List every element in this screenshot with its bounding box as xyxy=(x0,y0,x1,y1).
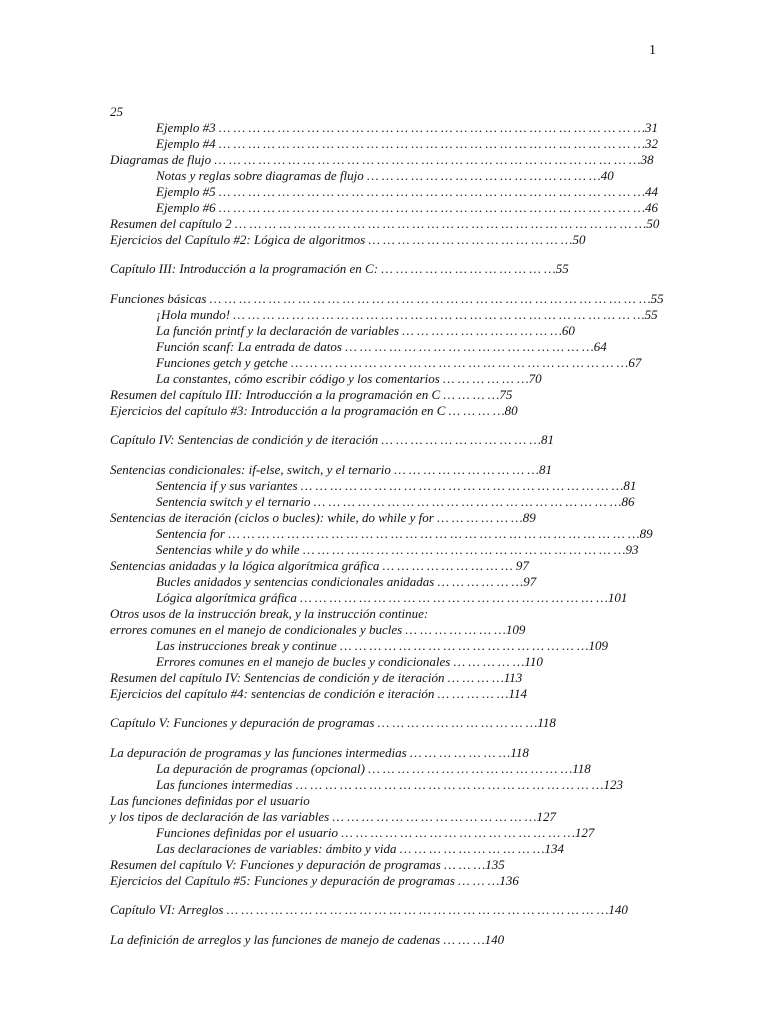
page-number: 1 xyxy=(649,43,656,58)
toc-entry: Sentencias anidadas y la lógica algorítmica gráfica … … … … … … … … … 97 xyxy=(110,558,529,573)
toc-entry: Ejemplo #3 … … … … … … … … … … … … … … … … … … … … … … … … … … … … …31 xyxy=(156,120,659,135)
toc-entry: Sentencias condicionales: if-else, switch, y el ternario … … … … … … … … … …81 xyxy=(110,462,552,477)
toc-entry: Resumen del capítulo III: Introducción a la programación en C … … … …75 xyxy=(110,387,513,402)
toc-entry: Las instrucciones break y continue … … … … … … … … … … … … … … … … …109 xyxy=(156,638,609,653)
toc-entry: Sentencia if y sus variantes … … … … … … … … … … … … … … … … … … … … … …81 xyxy=(156,478,637,493)
toc-entry: errores comunes en el manejo de condicionales y bucles … … … … … … …109 xyxy=(110,622,526,637)
toc-entry: Capítulo VI: Arreglos … … … … … … … … … … … … … … … … … … … … … … … … … …140 xyxy=(110,902,628,917)
toc-entry: Capítulo V: Funciones y depuración de programas … … … … … … … … … … …118 xyxy=(110,715,556,730)
toc-entry: Bucles anidados y sentencias condicionales anidadas … … … … … …97 xyxy=(156,574,537,589)
toc-entry: Resumen del capítulo 2 … … … … … … … … … … … … … … … … … … … … … … … … … … … …50 xyxy=(110,216,660,231)
toc-entry: Ejemplo #6 … … … … … … … … … … … … … … … … … … … … … … … … … … … … …46 xyxy=(156,200,659,215)
toc-entry: Notas y reglas sobre diagramas de flujo … … … … … … … … … … … … … … … …40 xyxy=(156,168,614,183)
toc-entry: Función scanf: La entrada de datos … … … … … … … … … … … … … … … … …64 xyxy=(156,339,607,354)
toc-entry: Las funciones intermedias … … … … … … … … … … … … … … … … … … … … …123 xyxy=(156,777,623,792)
toc-entry: Sentencia switch y el ternario … … … … … … … … … … … … … … … … … … … … …86 xyxy=(156,494,635,509)
toc-entry: La depuración de programas (opcional) … … … … … … … … … … … … … …118 xyxy=(156,761,591,776)
toc-entry: La definición de arreglos y las funciones de manejo de cadenas … … …140 xyxy=(110,932,505,947)
toc-entry: Funciones básicas … … … … … … … … … … … … … … … … … … … … … … … … … … … … … …55 xyxy=(110,291,664,306)
toc-entry: 25 xyxy=(110,104,123,119)
toc-entry: Lógica algorítmica gráfica … … … … … … … … … … … … … … … … … … … … …101 xyxy=(156,590,628,605)
toc-entry: Ejemplo #4 … … … … … … … … … … … … … … … … … … … … … … … … … … … … …32 xyxy=(156,136,659,151)
toc-entry: Resumen del capítulo IV: Sentencias de condición y de iteración … … … …113 xyxy=(110,670,523,685)
toc-entry: Diagramas de flujo … … … … … … … … … … … … … … … … … … … … … … … … … … … … …38 xyxy=(110,152,654,167)
toc-entry: Ejercicios del Capítulo #2: Lógica de algoritmos … … … … … … … … … … … … … …50 xyxy=(110,232,586,247)
toc-entry: Sentencia for … … … … … … … … … … … … … … … … … … … … … … … … … … … …89 xyxy=(156,526,653,541)
toc-entry: Sentencias de iteración (ciclos o bucles): while, do while y for … … … … … …89 xyxy=(110,510,536,525)
toc-entry: Ejercicios del capítulo #3: Introducción a la programación en C … … … …80 xyxy=(110,403,518,418)
toc-entry: ¡Hola mundo! … … … … … … … … … … … … … … … … … … … … … … … … … … … …55 xyxy=(156,307,658,322)
toc-entry: Ejercicios del Capítulo #5: Funciones y depuración de programas … … …136 xyxy=(110,873,519,888)
toc-entry: Errores comunes en el manejo de bucles y condicionales … … … … …110 xyxy=(156,654,543,669)
toc-entry: Funciones definidas por el usuario … … … … … … … … … … … … … … … …127 xyxy=(156,825,595,840)
toc-entry: La constantes, cómo escribir código y los comentarios … … … … … …70 xyxy=(156,371,542,386)
toc-entry: Las declaraciones de variables: ámbito y vida … … … … … … … … … …134 xyxy=(156,841,565,856)
toc-entry: Funciones getch y getche … … … … … … … … … … … … … … … … … … … … … … …67 xyxy=(156,355,642,370)
toc-entry: Ejemplo #5 … … … … … … … … … … … … … … … … … … … … … … … … … … … … …44 xyxy=(156,184,659,199)
toc-entry: La depuración de programas y las funciones intermedias … … … … … … …118 xyxy=(110,745,529,760)
toc-entry: La función printf y la declaración de variables … … … … … … … … … … …60 xyxy=(156,323,575,338)
toc-entry: Resumen del capítulo V: Funciones y depuración de programas … … …135 xyxy=(110,857,505,872)
toc-entry: Las funciones definidas por el usuario xyxy=(110,793,310,808)
toc-entry: Capítulo III: Introducción a la programación en C: … … … … … … … … … … … …55 xyxy=(110,261,569,276)
toc-entry: Capítulo IV: Sentencias de condición y de iteración … … … … … … … … … … …81 xyxy=(110,432,555,447)
toc-entry: Sentencias while y do while … … … … … … … … … … … … … … … … … … … … … …93 xyxy=(156,542,639,557)
toc-entry: Ejercicios del capítulo #4: sentencias de condición e iteración … … … … …114 xyxy=(110,686,528,701)
toc-entry: Otros usos de la instrucción break, y la instrucción continue: xyxy=(110,606,429,621)
toc-entry: y los tipos de declaración de las variables … … … … … … … … … … … … … …127 xyxy=(110,809,556,824)
